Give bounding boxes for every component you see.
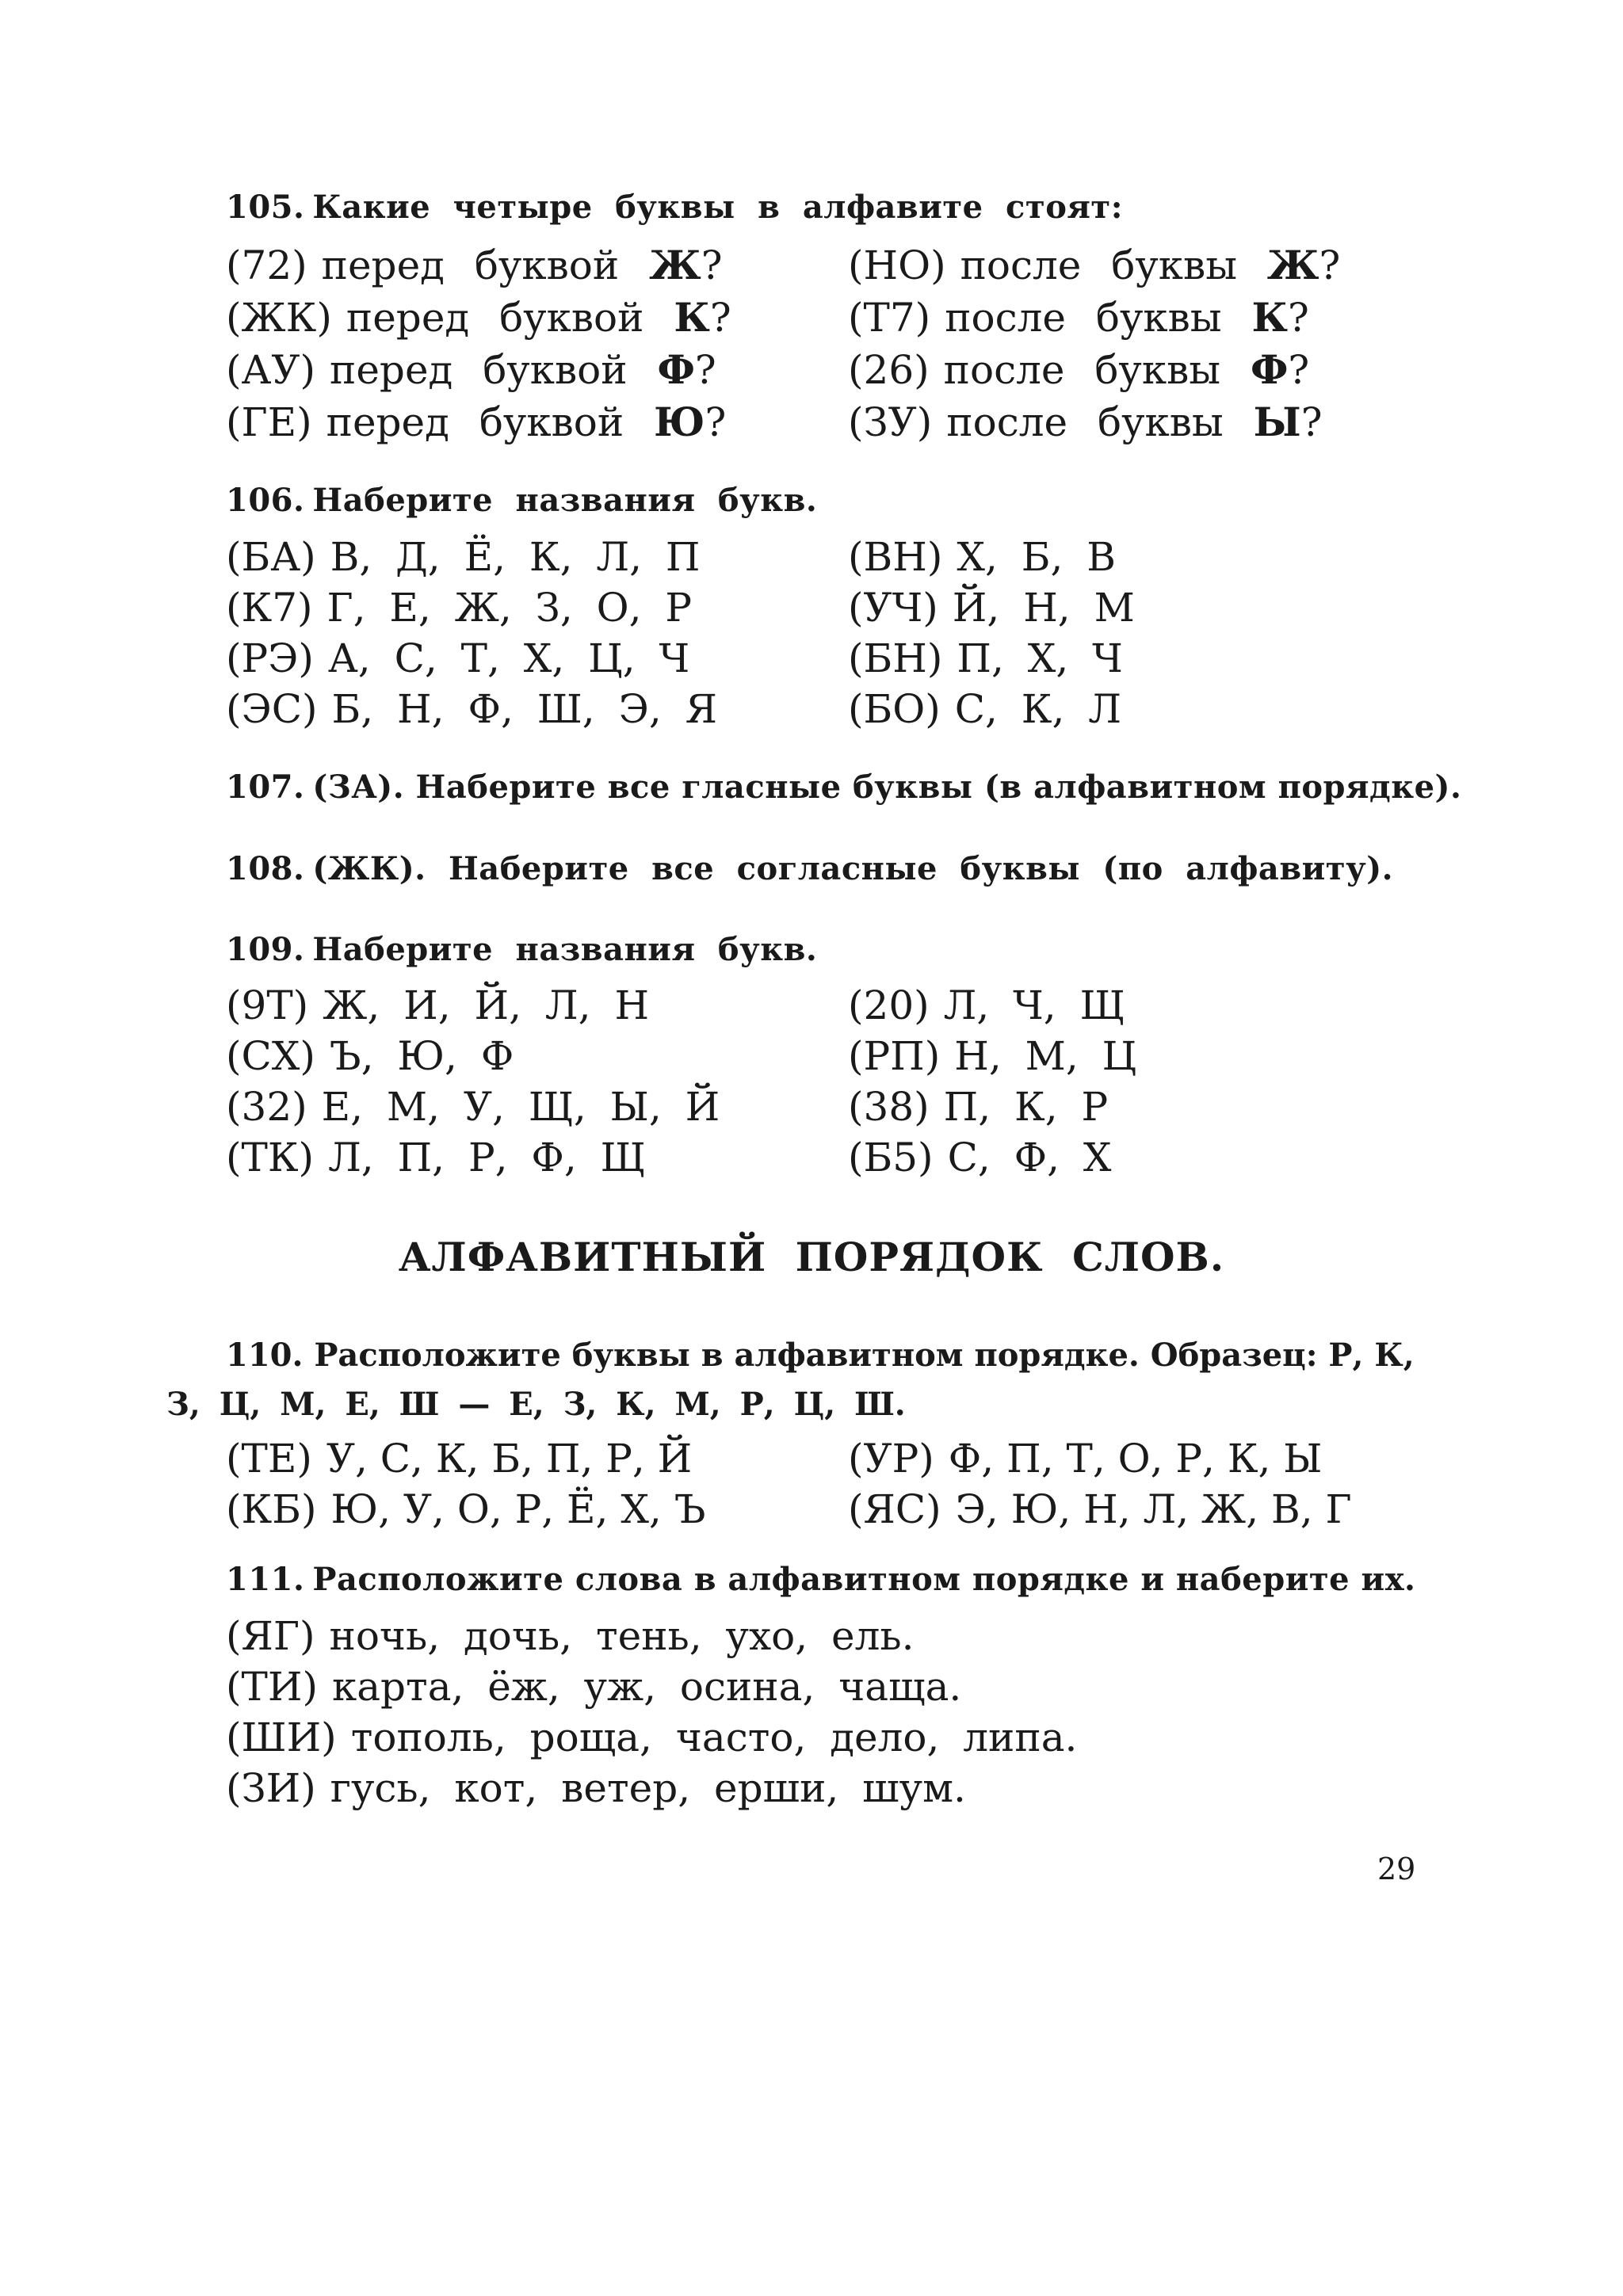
letter-list: С, Ф, Х [947, 1135, 1112, 1180]
word-item [226, 1762, 966, 1814]
right-item [848, 632, 1123, 685]
exercise-number: 111. [226, 1561, 305, 1598]
target-letter: Ф [1250, 346, 1289, 393]
item-text: перед буквой [346, 295, 644, 341]
answer-code: (РП) [848, 1033, 941, 1079]
exercise-instruction: Наберите названия букв. [312, 482, 818, 519]
page-number: 29 [1377, 1852, 1416, 1886]
item-text: перед буквой [330, 347, 628, 393]
item-text: после буквы [960, 242, 1238, 288]
left-item: (72) перед буквой Ж? [226, 242, 723, 288]
answer-code: (72) [226, 242, 307, 288]
letter-list: Н, М, Ц [954, 1033, 1137, 1079]
left-item: (ЖК) перед буквой К? [226, 294, 731, 341]
letter-list: Л, П, Р, Ф, Щ [328, 1135, 646, 1180]
answer-code: (БН) [848, 635, 943, 681]
left-item [226, 582, 692, 634]
answer-code: (ЯС) [848, 1486, 941, 1532]
right-item [848, 1432, 1323, 1485]
exercise-instruction: (ЗА). Наберите все гласные буквы (в алфавитном порядке). [312, 769, 1462, 806]
left-item [226, 979, 649, 1032]
answer-code: (ЯГ) [226, 1613, 315, 1659]
right-item: (НО) после буквы Ж? [848, 242, 1341, 288]
answer-code: (ЗУ) [848, 399, 933, 445]
instruction-line-2: З, Ц, М, Е, Ш — Е, З, К, М, Р, Ц, Ш. [166, 1386, 906, 1423]
word-list: карта, ёж, уж, осина, чаща. [331, 1664, 962, 1710]
right-item: (Т7) после буквы К? [848, 294, 1309, 341]
answer-code: (УР) [848, 1436, 934, 1482]
letter-list: Й, Н, М [952, 585, 1135, 631]
word-list: ночь, дочь, тень, ухо, ель. [329, 1613, 915, 1659]
target-letter: К [1251, 294, 1288, 341]
answer-code: (ШИ) [226, 1714, 337, 1760]
letter-list: Б, Н, Ф, Ш, Э, Я [331, 686, 718, 732]
right-item [848, 531, 1116, 583]
letter-list: Е, М, У, Щ, Ы, Й [321, 1084, 720, 1130]
letter-list: Х, Б, В [957, 534, 1117, 580]
right-item [848, 683, 1121, 735]
word-item [226, 1610, 915, 1662]
exercise-number: 107. [226, 769, 305, 806]
letter-list: С, К, Л [954, 686, 1122, 732]
item-text: после буквы [946, 399, 1224, 445]
exercise-number: 108. [226, 850, 305, 887]
letter-list: Ф, П, Т, О, Р, К, Ы [948, 1436, 1323, 1482]
answer-code: (АУ) [226, 347, 316, 393]
answer-code: (ТК) [226, 1135, 315, 1180]
right-item [848, 1483, 1352, 1535]
answer-code: (БО) [848, 686, 941, 732]
exercise-111-heading [226, 1561, 1430, 1599]
left-item [226, 1131, 646, 1184]
right-item [848, 1131, 1112, 1184]
target-letter: Ж [649, 242, 701, 288]
left-item [226, 531, 700, 583]
item-text: после буквы [945, 295, 1222, 341]
letter-list: Л, Ч, Щ [943, 982, 1125, 1028]
exercise-instruction: Какие четыре буквы в алфавите стоят: [312, 189, 1123, 226]
section-title: АЛФАВИТНЫЙ ПОРЯДОК СЛОВ. [398, 1234, 1225, 1280]
answer-code: (БА) [226, 534, 316, 580]
letter-list: В, Д, Ё, К, Л, П [330, 534, 701, 580]
answer-code: (9Т) [226, 982, 309, 1028]
left-item [226, 683, 717, 735]
answer-code: (20) [848, 982, 930, 1028]
answer-code: (ВН) [848, 534, 943, 580]
left-item: (ГЕ) перед буквой Ю? [226, 399, 727, 445]
item-text: после буквы [943, 347, 1221, 393]
item-text: перед буквой [326, 399, 624, 445]
letter-list: У, С, К, Б, П, Р, Й [326, 1436, 693, 1482]
letter-list: Ъ, Ю, Ф [329, 1033, 514, 1079]
target-letter: Ф [657, 346, 695, 393]
right-item [848, 979, 1125, 1032]
answer-code: (ТЕ) [226, 1436, 312, 1482]
exercise-109-heading [226, 931, 1430, 969]
letter-list: Э, Ю, Н, Л, Ж, В, Г [955, 1486, 1352, 1532]
right-item: (ЗУ) после буквы Ы? [848, 399, 1323, 445]
right-item [848, 582, 1135, 634]
answer-code: (38) [848, 1084, 930, 1130]
answer-code: (26) [848, 347, 930, 393]
answer-code: (ГЕ) [226, 399, 312, 445]
answer-code: (ТИ) [226, 1664, 318, 1710]
letter-list: Ю, У, О, Р, Ё, Х, Ъ [330, 1486, 706, 1532]
answer-code: (К7) [226, 585, 313, 631]
exercise-instruction: Наберите названия букв. [312, 931, 818, 968]
answer-code: (НО) [848, 242, 946, 288]
answer-code: (ЖК) [226, 295, 332, 341]
target-letter: Ж [1266, 242, 1319, 288]
letter-list: Ж, И, Й, Л, Н [323, 982, 650, 1028]
letter-list: П, К, Р [943, 1084, 1109, 1130]
exercise-108 [226, 850, 1430, 888]
letter-list: А, С, Т, Х, Ц, Ч [327, 635, 690, 681]
word-item [226, 1711, 1077, 1764]
answer-code: (КБ) [226, 1486, 317, 1532]
word-list: тополь, роща, часто, дело, липа. [350, 1714, 1078, 1760]
answer-code: (ЭС) [226, 686, 318, 732]
target-letter: К [674, 294, 710, 341]
right-item [848, 1081, 1108, 1133]
target-letter: Ы [1253, 399, 1301, 445]
target-letter: Ю [654, 399, 705, 445]
exercise-instruction: Расположите слова в алфавитном порядке и наберите их. [312, 1561, 1416, 1598]
left-item [226, 1081, 720, 1133]
exercise-number: 106. [226, 482, 305, 519]
exercise-number: 109. [226, 931, 305, 968]
word-item [226, 1661, 961, 1713]
right-item [848, 1030, 1136, 1082]
left-item [226, 1030, 514, 1082]
item-text: перед буквой [321, 242, 620, 288]
answer-code: (32) [226, 1084, 307, 1130]
exercise-107 [226, 769, 1462, 807]
left-item [226, 1483, 705, 1535]
answer-code: (СХ) [226, 1033, 315, 1079]
exercise-number: 105. [226, 189, 305, 226]
left-item: (АУ) перед буквой Ф? [226, 346, 716, 393]
left-item [226, 1432, 692, 1485]
answer-code: (РЭ) [226, 635, 314, 681]
left-item [226, 632, 689, 685]
exercise-instruction: (ЖК). Наберите все согласные буквы (по алфавиту). [312, 850, 1394, 887]
exercise-106-heading [226, 482, 1430, 520]
word-list: гусь, кот, ветер, ерши, шум. [330, 1765, 966, 1811]
instruction-line-1: 110. Расположите буквы в алфавитном порядке. Образец: Р, К, [226, 1337, 1415, 1374]
letter-list: Г, Е, Ж, З, О, Р [327, 585, 693, 631]
right-item: (26) после буквы Ф? [848, 346, 1310, 393]
answer-code: (ЗИ) [226, 1765, 316, 1811]
exercise-110-instruction [166, 1331, 1434, 1429]
exercise-105-heading [226, 189, 1430, 227]
answer-code: (УЧ) [848, 585, 938, 631]
answer-code: (Б5) [848, 1135, 934, 1180]
answer-code: (Т7) [848, 295, 931, 341]
letter-list: П, Х, Ч [957, 635, 1123, 681]
